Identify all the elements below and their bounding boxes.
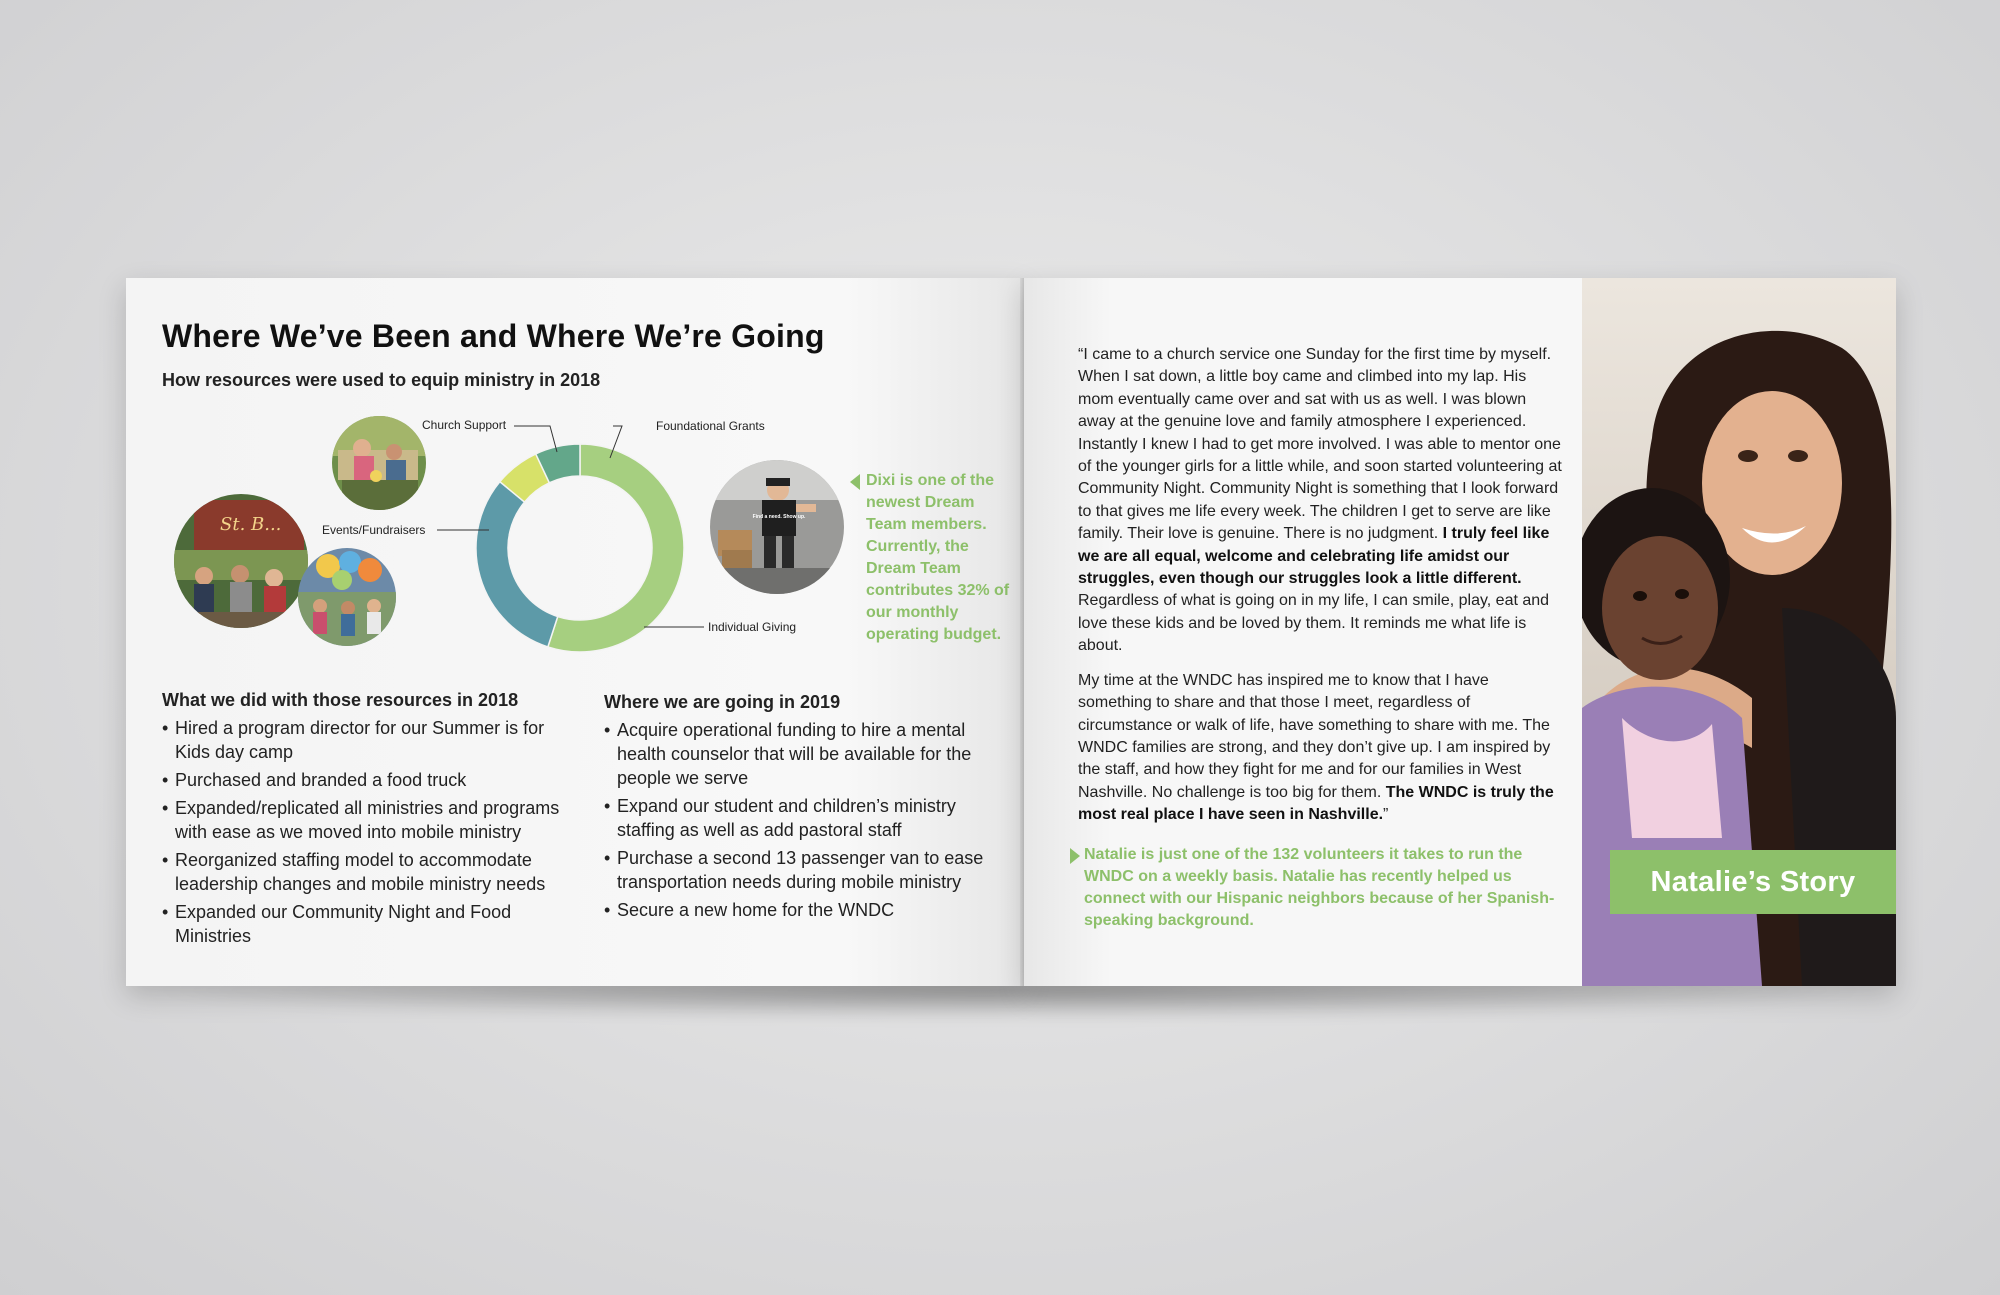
list-item: • Hired a program director for our Summer is for Kids day camp <box>162 716 582 764</box>
natalie-photo <box>1582 278 1896 986</box>
label-individual-giving: Individual Giving <box>708 620 797 634</box>
list-item: • Purchase a second 13 passenger van to ease transportation needs during mobile ministry <box>604 846 1004 894</box>
list-item: • Purchased and branded a food truck <box>162 768 582 792</box>
page-title: Where We’ve Been and Where We’re Going <box>162 318 825 354</box>
shirt-text: Find a need. Show up. <box>752 514 806 520</box>
storefront-sign: St. B... <box>220 514 282 535</box>
list-item: • Secure a new home for the WNDC <box>604 898 1004 922</box>
list-item: • Acquire operational funding to hire a mental health counselor that will be available for the people we serve <box>604 718 1004 790</box>
dixi-callout: Dixi is one of the newest Dream Team members. Currently, the Dream Team contributes 32% of our monthly operating budget. <box>866 470 1016 646</box>
left-page <box>126 278 1024 986</box>
callout-arrow-icon <box>850 474 860 490</box>
label-church-support: Church Support <box>422 418 507 432</box>
did-section-title: What we did with those resources in 2018 <box>162 690 519 710</box>
list-item: • Expand our student and children’s ministry staffing as well as add pastoral staff <box>604 794 1004 842</box>
chart-subtitle: How resources were used to equip ministry in 2018 <box>162 370 601 390</box>
story-banner: Natalie’s Story <box>1610 850 1896 914</box>
natalie-quote <box>1078 344 1564 827</box>
natalie-callout: Natalie is just one of the 132 volunteers it takes to run the WNDC on a weekly basis. Natalie has recently helped us connect with our Hispanic neighbors because of her Spanish-speaking background. <box>1084 844 1564 932</box>
going-list <box>604 718 1004 926</box>
list-item: • Expanded/replicated all ministries and programs with ease as we moved into mobile ministry <box>162 796 582 844</box>
right-page <box>1024 278 1896 986</box>
callout-arrow-icon <box>1070 848 1080 864</box>
list-item: • Expanded our Community Night and Food Ministries <box>162 900 582 948</box>
did-list <box>162 716 582 952</box>
going-section-title: Where we are going in 2019 <box>604 692 841 712</box>
quote-paragraph-1: “I came to a church service one Sunday for the first time by myself. When I sat down, a little boy came and climbed into my lap. His mom eventually came over and sat with us as well. I was blown away at the genuine love and family atmosphere I experienced. Instantly I knew I had to get more involved. I was able to mentor one of the younger girls for a little while, and soon started volunteering at Community Night. Community Night is something that I look forward to that gives me life every week. The children I get to serve are like family. Their love is genuine. There is no judgment. I truly feel like we are all equal, welcome and celebrating life amidst our struggles, even though our struggles look a little different. Regardless of what is going on in my life, I can smile, play, eat and love these kids and be loved by them. It reminds me what life is about. <box>1078 346 1562 655</box>
quote-paragraph-2: My time at the WNDC has inspired me to know that I have something to share and that those I meet, regardless of circumstance or walk of life, have something to share with me. The WNDC families are strong, and they don’t give up. I am inspired by the staff, and how they fight for me and for our families in West Nashville. No challenge is too big for them. The WNDC is truly the most real place I have seen in Nashville.” <box>1078 671 1554 824</box>
list-item: • Reorganized staffing model to accommodate leadership changes and mobile ministry needs <box>162 848 582 896</box>
label-events-fundraisers: Events/Fundraisers <box>322 523 426 537</box>
photo-dixi <box>710 460 844 594</box>
label-foundational-grants: Foundational Grants <box>656 419 765 433</box>
